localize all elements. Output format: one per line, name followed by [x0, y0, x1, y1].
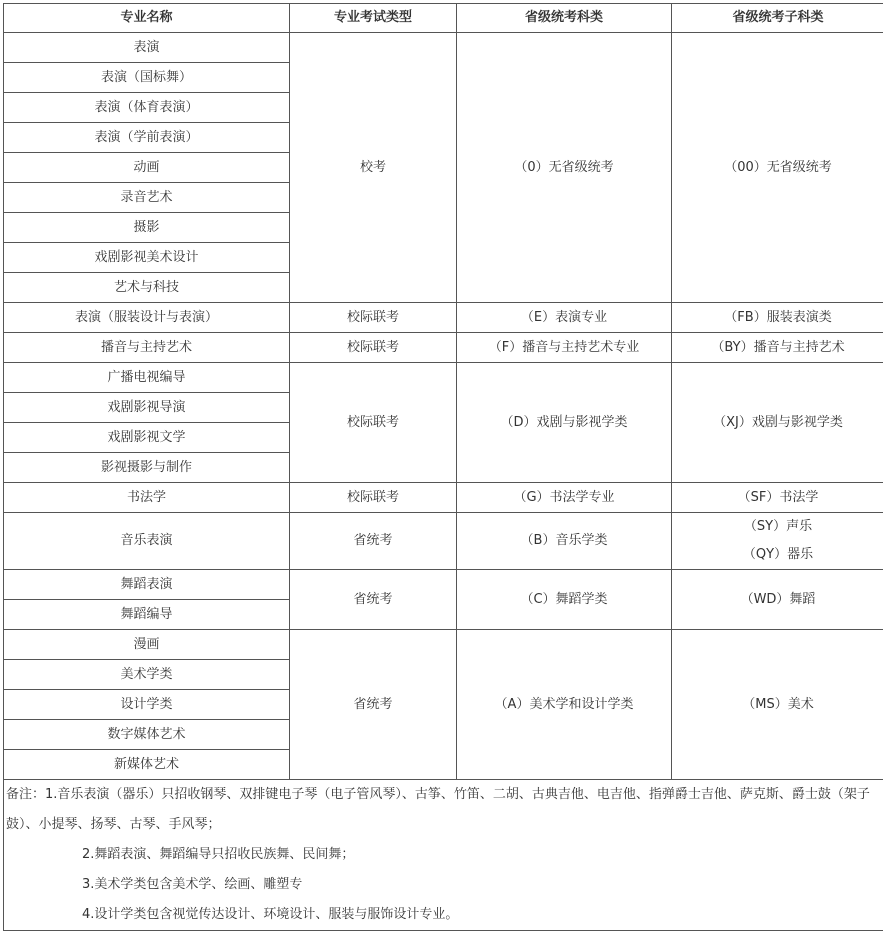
table-container: [3, 3, 880, 931]
major-name-cell: 艺术与科技: [4, 273, 290, 303]
major-name-cell: 数字媒体艺术: [4, 720, 290, 750]
category-cell: （G）书法学专业: [457, 483, 672, 513]
exam-type-cell: 校际联考: [290, 363, 457, 483]
header-row: [4, 4, 883, 33]
category-cell: （E）表演专业: [457, 303, 672, 333]
major-name-cell: 表演（学前表演）: [4, 123, 290, 153]
major-name-cell: 漫画: [4, 630, 290, 660]
major-name-cell: 表演（体育表演）: [4, 93, 290, 123]
major-name-cell: 书法学: [4, 483, 290, 513]
major-name-cell: 新媒体艺术: [4, 750, 290, 780]
major-name-cell: 动画: [4, 153, 290, 183]
major-name-cell: 美术学类: [4, 660, 290, 690]
table-row: [4, 630, 883, 660]
header-category: 省级统考科类: [457, 4, 672, 33]
exam-type-cell: 校际联考: [290, 483, 457, 513]
subcategory-cell: [672, 303, 883, 333]
subcategory-cell: [672, 630, 883, 780]
major-exam-table: [3, 3, 883, 931]
major-name-cell: 设计学类: [4, 690, 290, 720]
major-name-cell: 戏剧影视导演: [4, 393, 290, 423]
table-row: [4, 513, 883, 570]
major-name-cell: 摄影: [4, 213, 290, 243]
subcategory-cell: [672, 33, 883, 303]
major-name-cell: 影视摄影与制作: [4, 453, 290, 483]
subcategory-item: （BY）播音与主持艺术: [711, 340, 844, 355]
subcategory-item: （MS）美术: [742, 697, 813, 712]
subcategory-item: （SF）书法学: [738, 490, 819, 505]
category-cell: （F）播音与主持艺术专业: [457, 333, 672, 363]
major-name-cell: 舞蹈表演: [4, 570, 290, 600]
subcategory-cell: [672, 333, 883, 363]
table-row: [4, 363, 883, 393]
subcategory-cell: [672, 570, 883, 630]
major-name-cell: 戏剧影视美术设计: [4, 243, 290, 273]
exam-type-cell: 校考: [290, 33, 457, 303]
note-line-1: 备注：1.音乐表演（器乐）只招收钢琴、双排键电子琴（电子管风琴）、古筝、竹笛、二胡、古典吉他、电吉他、指弹爵士吉他、萨克斯、爵士鼓（架子鼓）、小提琴、扬琴、古琴、手风琴；: [6, 780, 883, 840]
subcategory-item: （WD）舞蹈: [741, 592, 816, 607]
table-row: [4, 570, 883, 600]
subcategory-cell: [672, 513, 883, 570]
subcategory-item: （00）无省级统考: [724, 160, 832, 175]
table-row: [4, 483, 883, 513]
major-name-cell: 表演（服装设计与表演）: [4, 303, 290, 333]
category-cell: （0）无省级统考: [457, 33, 672, 303]
header-major-name: 专业名称: [4, 4, 290, 33]
category-cell: （B）音乐学类: [457, 513, 672, 570]
header-subcategory: 省级统考子科类: [672, 4, 883, 33]
note-line-2: 2.舞蹈表演、舞蹈编导只招收民族舞、民间舞；: [6, 840, 883, 870]
major-name-cell: 戏剧影视文学: [4, 423, 290, 453]
category-cell: （D）戏剧与影视学类: [457, 363, 672, 483]
subcategory-cell: [672, 483, 883, 513]
major-name-cell: 舞蹈编导: [4, 600, 290, 630]
subcategory-item: （XJ）戏剧与影视学类: [713, 415, 843, 430]
exam-type-cell: 校际联考: [290, 303, 457, 333]
major-name-cell: 表演: [4, 33, 290, 63]
exam-type-cell: 省统考: [290, 513, 457, 570]
header-exam-type: 专业考试类型: [290, 4, 457, 33]
subcategory-cell: [672, 363, 883, 483]
note-line-4: 4.设计学类包含视觉传达设计、环境设计、服装与服饰设计专业。: [6, 900, 883, 930]
table-row: [4, 33, 883, 63]
subcategory-item: （QY）器乐: [672, 541, 883, 569]
table-body: [4, 33, 883, 931]
major-name-cell: 播音与主持艺术: [4, 333, 290, 363]
major-name-cell: 录音艺术: [4, 183, 290, 213]
exam-type-cell: 校际联考: [290, 333, 457, 363]
subcategory-item: （FB）服装表演类: [724, 310, 831, 325]
major-name-cell: 表演（国标舞）: [4, 63, 290, 93]
major-name-cell: 音乐表演: [4, 513, 290, 570]
notes-cell: [4, 780, 883, 931]
exam-type-cell: 省统考: [290, 570, 457, 630]
table-row: [4, 303, 883, 333]
notes-row: [4, 780, 883, 931]
subcategory-item: （SY）声乐: [672, 513, 883, 541]
category-cell: （A）美术学和设计学类: [457, 630, 672, 780]
note-line-3: 3.美术学类包含美术学、绘画、雕塑专: [6, 870, 883, 900]
exam-type-cell: 省统考: [290, 630, 457, 780]
table-row: [4, 333, 883, 363]
major-name-cell: 广播电视编导: [4, 363, 290, 393]
category-cell: （C）舞蹈学类: [457, 570, 672, 630]
